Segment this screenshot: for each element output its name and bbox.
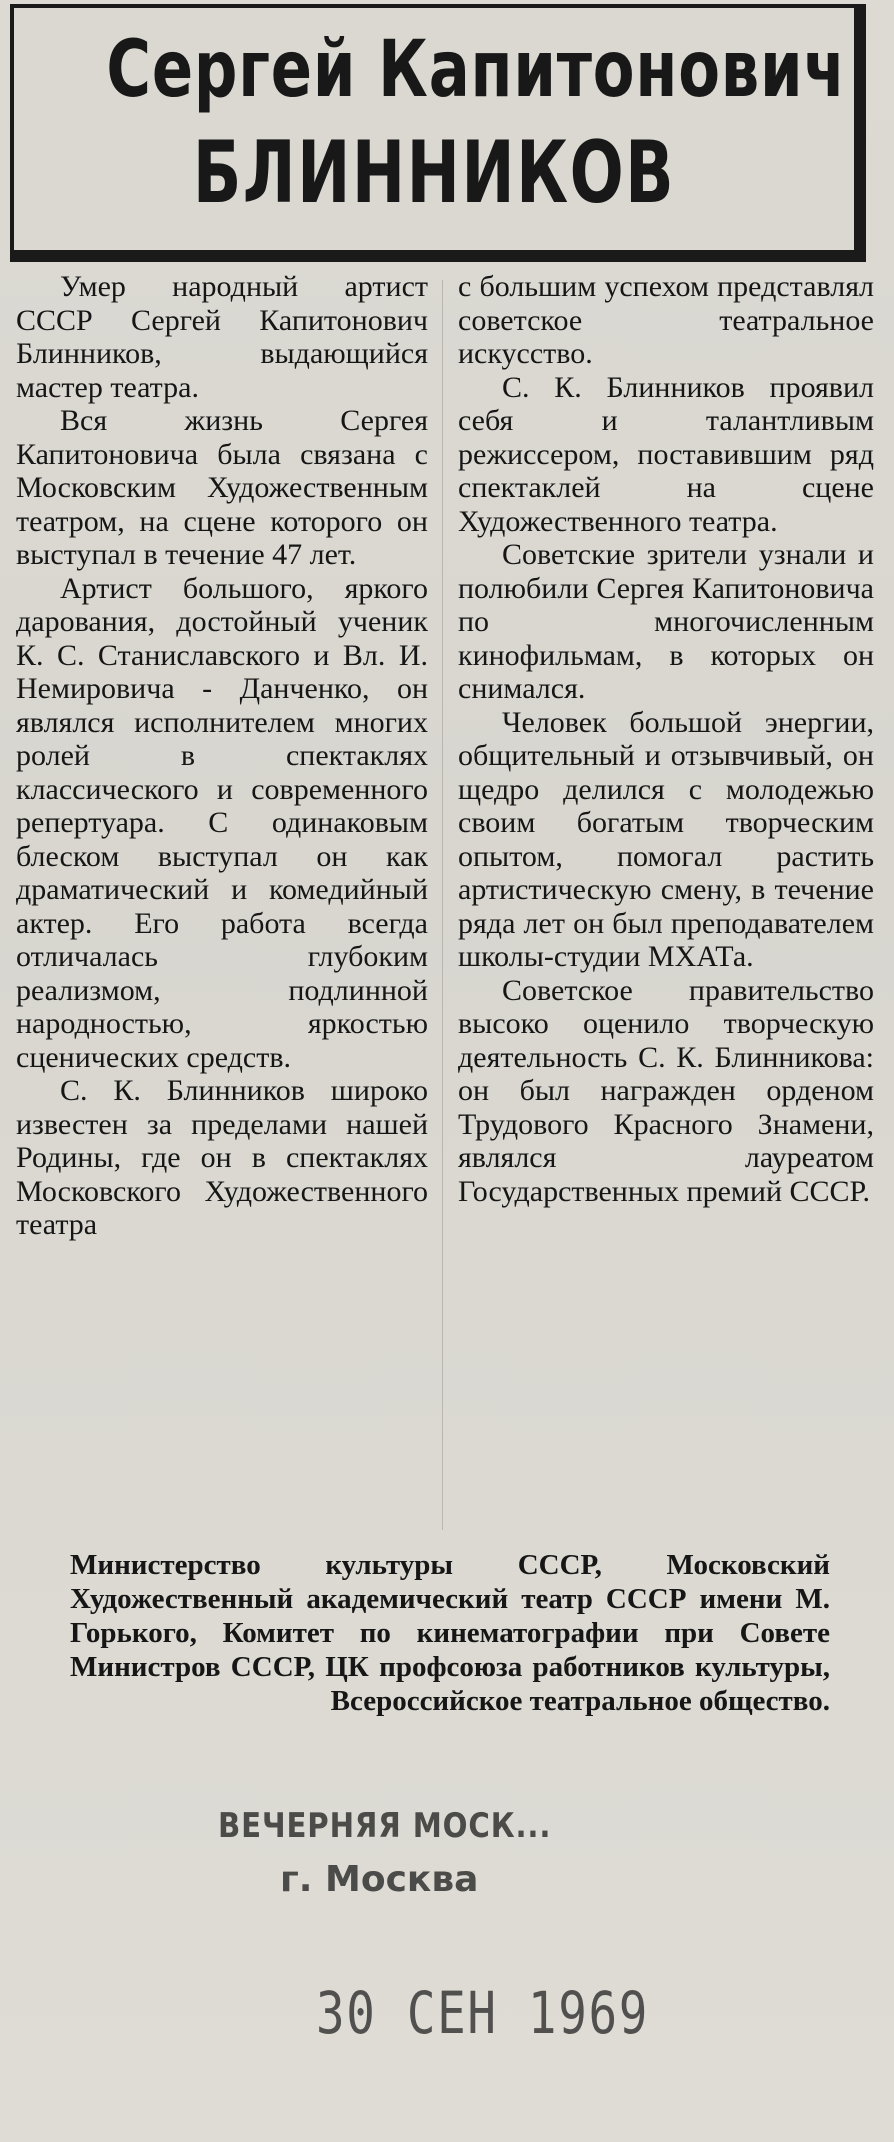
paragraph: Вся жизнь Сергея Капитоновича была связана с Московским Художественным театром, на сцене которого он выступал в течение 47 лет. (16, 404, 428, 571)
right-column (458, 270, 874, 1208)
date-stamp: 30 СЕН 1969 (316, 1979, 650, 2047)
obituary-header-frame (10, 4, 866, 262)
paragraph-continuation: с большим успехом представлял советское театральное искусство. (458, 270, 874, 370)
paragraph: С. К. Блинников проявил себя и талантливым режиссером, поставившим ряд спектаклей на сцене Художественного театра. (458, 370, 874, 538)
paragraph: Советские зрители узнали и полюбили Сергея Капитоновича по многочисленным кинофильмам, в которых он снимался. (458, 538, 874, 705)
newspaper-stamp (218, 1800, 598, 1908)
paragraph: Человек большой энергии, общительный и отзывчивый, он щедро делился с молодежью своим богатым творческим опытом, помогал растить артистическую смену, в течение ряда лет он был преподавателем школы-студии МХАТа. (458, 705, 874, 973)
stamp-city: г. Москва (280, 1859, 479, 1900)
obituary-name: Сергей Капитонович (106, 25, 847, 115)
paragraph: Советское правительство высоко оценило творческую деятельность С. К. Блинникова: он был награжден орденом Трудового Красного Знамени, являлся лауреатом Государственных премий СССР. (458, 973, 874, 1208)
signatories: Министерство культуры СССР, Московский Художественный академический театр СССР имени М. Горького, Комитет по кинематографии при Совете Министров СССР, ЦК профсоюза работников культуры, Всероссийское театральное общество. (70, 1549, 830, 1717)
column-divider (442, 280, 443, 1530)
left-column (16, 270, 428, 1242)
paragraph: Умер народный артист СССР Сергей Капитонович Блинников, выдающийся мастер театра. (16, 270, 428, 404)
paragraph: С. К. Блинников широко известен за пределами нашей Родины, где он в спектаклях Московского Художественного театра (16, 1074, 428, 1241)
stamp-newspaper-name: ВЕЧЕРНЯЯ МОСК... (218, 1806, 552, 1846)
obituary-surname: БЛИННИКОВ (192, 123, 676, 223)
paragraph: Артист большого, яркого дарования, достойный ученик К. С. Станиславского и Вл. И. Немировича - Данченко, он являлся исполнителем многих ролей в спектаклях классического и современного репертуара. С одинаковым блеском выступал он как драматический и комедийный актер. Его работа всегда отличалась глубоким реализмом, подлинной народностью, яркостью сценических средств. (16, 571, 428, 1074)
